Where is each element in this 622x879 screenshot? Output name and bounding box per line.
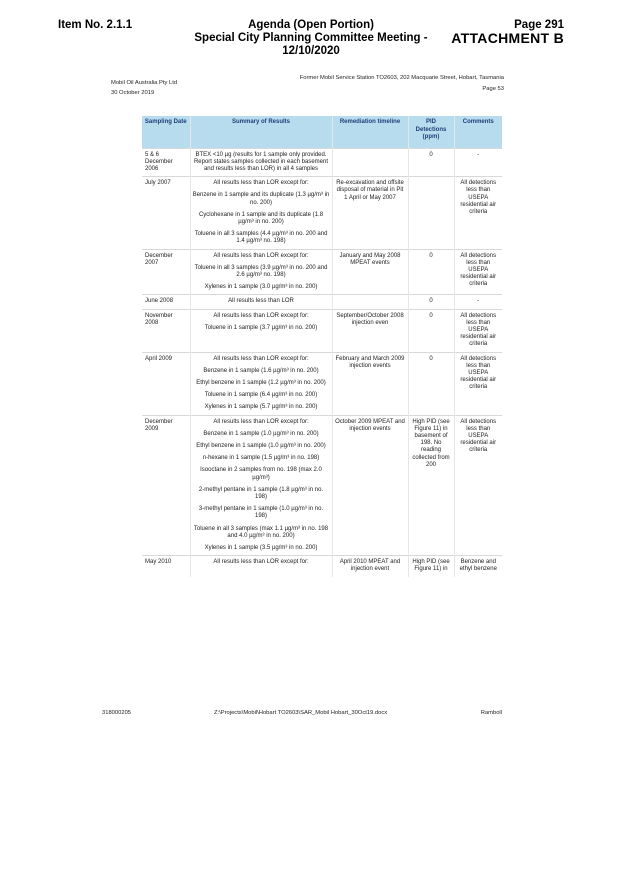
table-row (142, 415, 502, 556)
table-body (142, 148, 502, 577)
header-remediation: Remediation timeline (332, 116, 408, 148)
cell-pid: 0 (408, 309, 454, 352)
cell-sampling-date: April 2009 (142, 352, 190, 415)
cell-remediation (332, 295, 408, 309)
summary-line: Benzene in 1 sample (1.0 µg/m³ in no. 200) (203, 430, 319, 437)
summary-line: Xylenes in 1 sample (3.0 µg/m³ in no. 200) (204, 284, 318, 291)
cell-summary (190, 415, 332, 556)
table-row (142, 309, 502, 352)
agenda-line-2: Special City Planning Committee Meeting - 12/10/2020 (194, 32, 428, 57)
cell-sampling-date: November 2008 (142, 309, 190, 352)
summary-line: Ethyl benzene in 1 sample (1.2 µg/m³ in no. 200) (196, 379, 326, 386)
summary-line: All results less than LOR (228, 298, 294, 305)
cell-comments: All detections less than USEPA residential air criteria (454, 352, 502, 415)
summary-line: Benzene in 1 sample and its duplicate (1.3 µg/m³ in no. 200) (192, 192, 330, 206)
cell-remediation (332, 148, 408, 177)
cell-sampling-date: 5 & 6 December 2006 (142, 148, 190, 177)
agenda-title (180, 19, 442, 58)
company-name: Mobil Oil Australia Pty Ltd (111, 80, 178, 86)
report-page: Page 53 (482, 86, 504, 92)
cell-pid: 0 (408, 295, 454, 309)
table-header-row (142, 116, 502, 148)
summary-line: Toluene in 1 sample (6.4 µg/m³ in no. 200) (204, 392, 318, 399)
summary-line: 3-methyl pentane in 1 sample (1.0 µg/m³ in no. 198) (198, 506, 324, 520)
cell-remediation: October 2009 MPEAT and injection events (332, 415, 408, 556)
cell-remediation: January and May 2008 MPEAT events (332, 249, 408, 295)
table-row (142, 177, 502, 249)
cell-comments: Benzene and ethyl benzene (454, 556, 502, 577)
table-row (142, 295, 502, 309)
cell-sampling-date: May 2010 (142, 556, 190, 577)
cell-remediation: February and March 2009 injection events (332, 352, 408, 415)
file-path: Z:\Projects\Mobil\Hobart TO2603\SAR_Mobil Hobart_30Oct19.docx (214, 710, 388, 716)
cell-comments: All detections less than USEPA residential air criteria (454, 177, 502, 249)
page-label: Page 291 (514, 19, 564, 31)
cell-remediation: Re-excavation and offsite disposal of material in Pit 1 April or May 2007 (332, 177, 408, 249)
cell-pid: High PID (see Figure 11) in (408, 556, 454, 577)
table-row (142, 352, 502, 415)
cell-comments: All detections less than USEPA residential air criteria (454, 309, 502, 352)
cell-sampling-date: December 2009 (142, 415, 190, 556)
summary-line: Toluene in all 3 samples (max 1.1 µg/m³ in no. 198 and 4.0 µg/m³ in no. 200) (193, 525, 329, 539)
cell-summary (190, 148, 332, 177)
cell-sampling-date: June 2008 (142, 295, 190, 309)
project-number: 318000205 (102, 710, 132, 716)
header-sampling-date: Sampling Date (142, 116, 190, 148)
summary-line: All results less than LOR except for: (213, 252, 309, 259)
attachment-label: ATTACHMENT B (451, 30, 564, 46)
header-summary: Summary of Results (190, 116, 332, 148)
firm-name: Ramboll (480, 710, 502, 716)
cell-summary (190, 556, 332, 577)
header-comments: Comments (454, 116, 502, 148)
cell-summary (190, 177, 332, 249)
table-row (142, 556, 502, 577)
agenda-line-1: Agenda (Open Portion) (248, 19, 374, 31)
summary-line: All results less than LOR except for: (213, 355, 309, 362)
report-date: 30 October 2019 (111, 90, 155, 96)
summary-line: Toluene in 1 sample (3.7 µg/m³ in no. 200) (204, 324, 318, 331)
site-name: Former Mobil Service Station TO2603, 202 Macquarie Street, Hobart, Tasmania (299, 75, 504, 81)
summary-line: Xylenes in 1 sample (5.7 µg/m³ in no. 200) (204, 404, 318, 411)
cell-sampling-date: December 2007 (142, 249, 190, 295)
item-number: Item No. 2.1.1 (58, 19, 133, 31)
summary-line: All results less than LOR except for: (213, 418, 309, 425)
cell-pid: High PID (see Figure 11) in basement of 198. No reading collected from 200 (408, 415, 454, 556)
cell-comments: - (454, 295, 502, 309)
table-row (142, 249, 502, 295)
cell-remediation: April 2010 MPEAT and injection event (332, 556, 408, 577)
cell-remediation: September/October 2008 injection even (332, 309, 408, 352)
summary-line: Isooctane in 2 samples from no. 198 (max 2.0 µg/m³) (200, 467, 322, 481)
summary-line: All results less than LOR except for: (213, 180, 309, 187)
summary-line: 2-methyl pentane in 1 sample (1.8 µg/m³ in no. 198) (198, 486, 324, 500)
cell-pid (408, 177, 454, 249)
cell-sampling-date: July 2007 (142, 177, 190, 249)
table-row (142, 148, 502, 177)
summary-line: Toluene in all 3 samples (4.4 µg/m³ in no. 200 and 1.4 µg/m³ no. 198) (194, 231, 328, 245)
cell-comments: - (454, 148, 502, 177)
summary-line: Benzene in 1 sample (1.6 µg/m³ in no. 200) (203, 367, 319, 374)
page-info (451, 19, 564, 45)
cell-pid: 0 (408, 249, 454, 295)
summary-line: Xylenes in 1 sample (3.5 µg/m³ in no. 200) (204, 545, 318, 552)
summary-line: BTEX <10 µg (results for 1 sample only provided. Report states samples collected in each basement and results less than LOR) in all 4 samples (193, 151, 329, 172)
cell-comments: All detections less than USEPA residential air criteria (454, 249, 502, 295)
summary-line: Toluene in all 3 samples (3.9 µg/m³ in no. 200 and 2.6 µg/m³ no. 198) (194, 264, 328, 278)
cell-pid: 0 (408, 352, 454, 415)
cell-summary (190, 309, 332, 352)
cell-summary (190, 352, 332, 415)
cell-summary (190, 295, 332, 309)
summary-line: Ethyl benzene in 1 sample (1.0 µg/m³ in no. 200) (196, 442, 326, 449)
cell-comments: All detections less than USEPA residential air criteria (454, 415, 502, 556)
cell-summary (190, 249, 332, 295)
summary-line: n-hexane in 1 sample (1.5 µg/m³ in no. 198) (202, 455, 320, 462)
cell-pid: 0 (408, 148, 454, 177)
header-pid: PID Detections (ppm) (408, 116, 454, 148)
summary-line: All results less than LOR except for: (213, 312, 309, 319)
results-table (142, 116, 502, 577)
summary-line: All results less than LOR except for: (213, 559, 309, 566)
summary-line: Cyclohexane in 1 sample and its duplicate (1.8 µg/m³ in no. 200) (198, 211, 324, 225)
